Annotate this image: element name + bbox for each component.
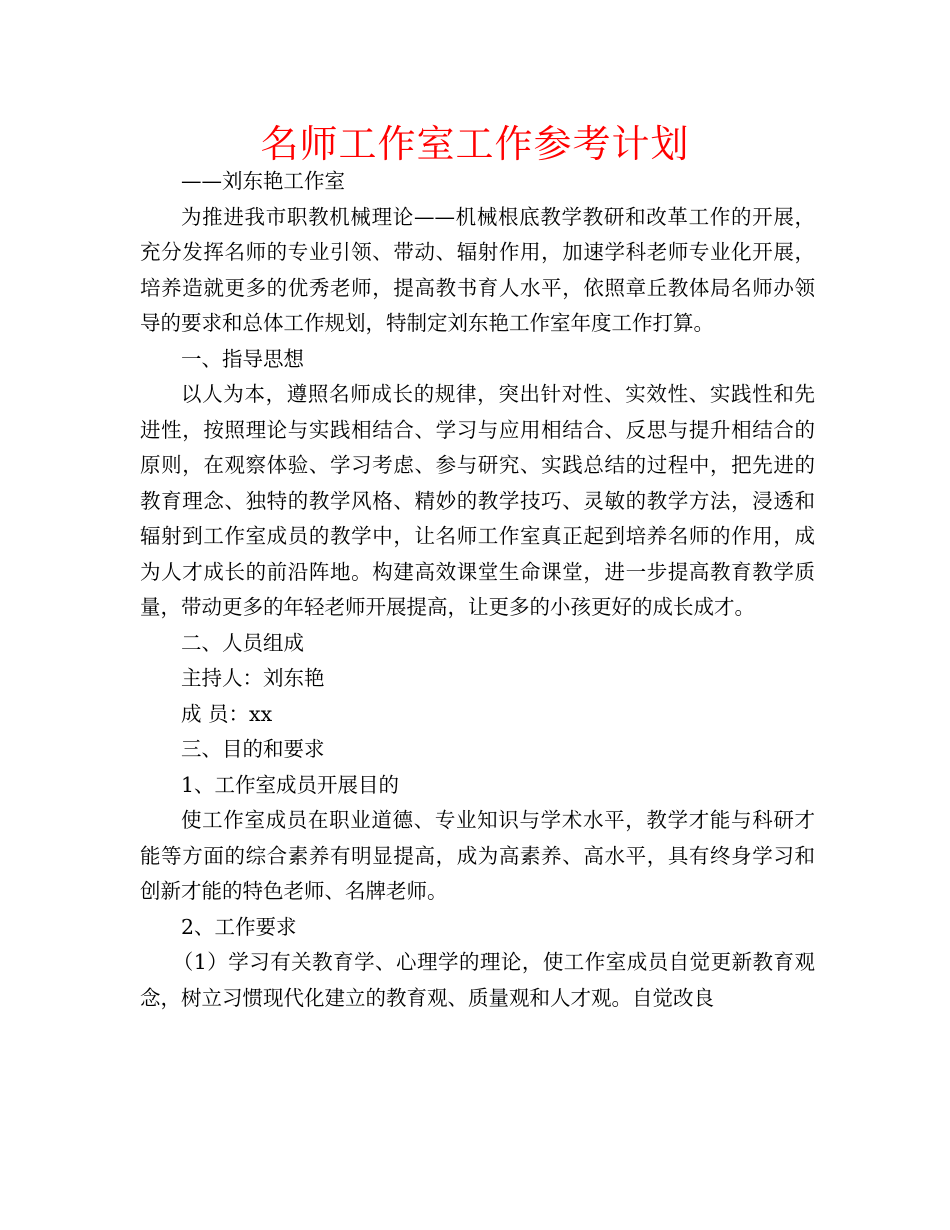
document-body [140, 164, 815, 1016]
guiding-thought-paragraph: 以人为本，遵照名师成长的规律，突出针对性、实效性、实践性和先进性，按照理论与实践相结合、学习与应用相结合、反思与提升相结合的原则，在观察体验、学习考虑、参与研究、实践总结的过程中，把先进的教育理念、独特的教学风格、精妙的教学技巧、灵敏的教学方法，浸透和辐射到工作室成员的教学中，让名师工作室真正起到培养名师的作用，成为人才成长的前沿阵地。构建高效课堂生命课堂，进一步提高教育教学质量，带动更多的年轻老师开展提高，让更多的小孩更好的成长成才。 [140, 382, 815, 619]
heading-goals: 三、目的和要求 [181, 737, 325, 761]
heading-guiding-thought: 一、指导思想 [181, 346, 304, 371]
member-goals-paragraph: 使工作室成员在职业道德、专业知识与学术水平，教学才能与科研才能等方面的综合素养有明显提高，成为高素养、高水平，具有终身学习和创新才能的特色老师、名牌老师。 [140, 808, 815, 903]
requirement-1-paragraph: （1）学习有关教育学、心理学的理论，使工作室成员自觉更新教育观念，树立习惯现代化建立的教育观、质量观和人才观。自觉改良 [140, 950, 815, 1010]
heading-members: 二、人员组成 [181, 630, 304, 655]
subtitle-studio: ——刘东艳工作室 [181, 169, 345, 193]
host-line: 主持人：刘东艳 [181, 666, 325, 690]
document-title: 名师工作室工作参考计划 [260, 122, 690, 166]
subheading-member-goals: 1、工作室成员开展目的 [181, 772, 400, 797]
subheading-work-requirements: 2、工作要求 [181, 914, 297, 939]
members-line: 成 员：xx [181, 701, 273, 726]
intro-paragraph: 为推进我市职教机械理论——机械根底教学教研和改革工作的开展，充分发挥名师的专业引领、带动、辐射作用，加速学科老师专业化开展，培养造就更多的优秀老师，提高教书育人水平，依照章丘教体局名师办领导的要求和总体工作规划，特制定刘东艳工作室年度工作打算。 [140, 204, 815, 335]
